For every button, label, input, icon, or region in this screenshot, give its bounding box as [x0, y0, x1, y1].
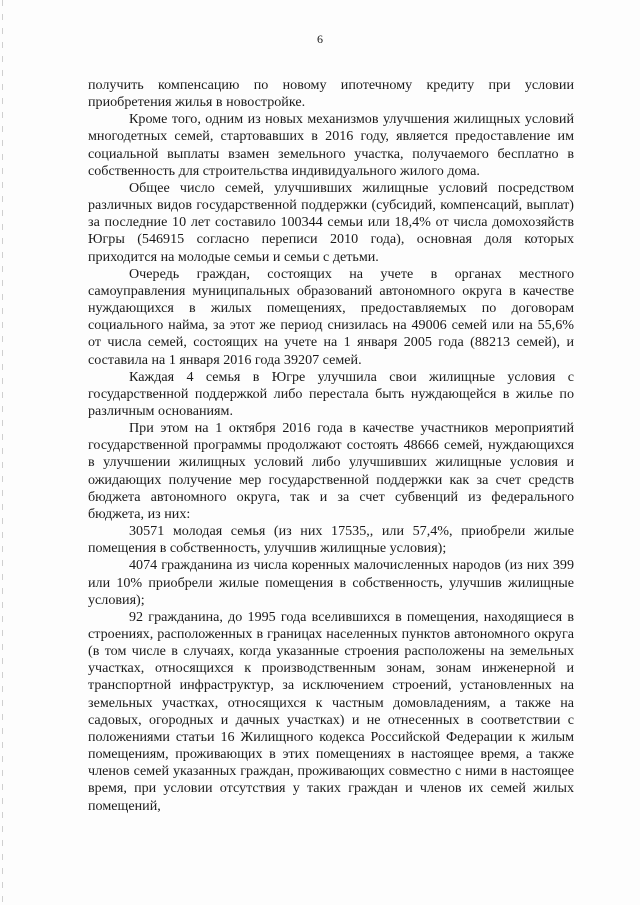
paragraph: Каждая 4 семья в Югре улучшила свои жилищные условия с государственной поддержкой либо перестала быть нуждающейся в жилье по различным основаниям.: [88, 368, 574, 419]
paragraph: При этом на 1 октября 2016 года в качестве участников мероприятий государственной программы продолжают состоять 48666 семей, нуждающихся в улучшении жилищных условий либо улучшивших жилищные условия и ожидающих получение мер государственной поддержки как за счет средств бюджета автономного округа, так и за счет субвенций из федерального бюджета, из них:: [88, 420, 574, 522]
page-number: 6: [317, 32, 323, 46]
scan-edge-mark: [2, 0, 3, 905]
paragraph: 92 гражданина, до 1995 года вселившихся в помещения, находящиеся в строениях, расположенных в границах населенных пунктов автономного округа (в том числе в случаях, когда указанные строения расположены на земельных участках, относящихся к производственным зонам, зонам инженерной и транспортной инфраструктур, за исключением строений, установленных на земельных участках, относящихся к частным домовладениям, а также на садовых, огородных и дачных участках) и не отнесенных в соответствии с положениями статьи 16 Жилищного кодекса Российской Федерации к жилым помещениям, проживающих в этих помещениях в настоящее время, а также членов семей указанных граждан, проживающих совместно с ними в настоящее время, при условии отсутствия у таких граждан и членов их семей жилых помещений,: [88, 608, 574, 814]
document-body: [88, 77, 574, 815]
paragraph: Общее число семей, улучшивших жилищные условий посредством различных видов государственной поддержки (субсидий, компенсаций, выплат) за последние 10 лет составило 100344 семьи или 18,4% от числа домохозяйств Югры (546915 согласно переписи 2010 года), основная доля которых приходится на молодые семьи и семьи с детьми.: [88, 179, 574, 265]
paragraph: Кроме того, одним из новых механизмов улучшения жилищных условий многодетных семей, стартовавших в 2016 году, является предоставление им социальной выплаты взамен земельного участка, получаемого бесплатно в собственность для строительства индивидуального жилого дома.: [88, 111, 574, 179]
paragraph: Очередь граждан, состоящих на учете в органах местного самоуправления муниципальных образований автономного округа в качестве нуждающихся в жилых помещениях, предоставляемых по договорам социального найма, за этот же период снизилась на 49006 семей или на 55,6% от числа семей, состоящих на учете на 1 января 2005 года (88213 семей), и составила на 1 января 2016 года 39207 семей.: [88, 265, 574, 368]
paragraph: 30571 молодая семья (из них 17535,, или 57,4%, приобрели жилые помещения в собственность, улучшив жилищные условия);: [88, 523, 574, 557]
paragraph: 4074 гражданина из числа коренных малочисленных народов (из них 399 или 10% приобрели жилые помещения в собственность, улучшив жилищные условия);: [88, 557, 574, 608]
paragraph: получить компенсацию по новому ипотечному кредиту при условии приобретения жилья в новостройке.: [88, 77, 574, 111]
